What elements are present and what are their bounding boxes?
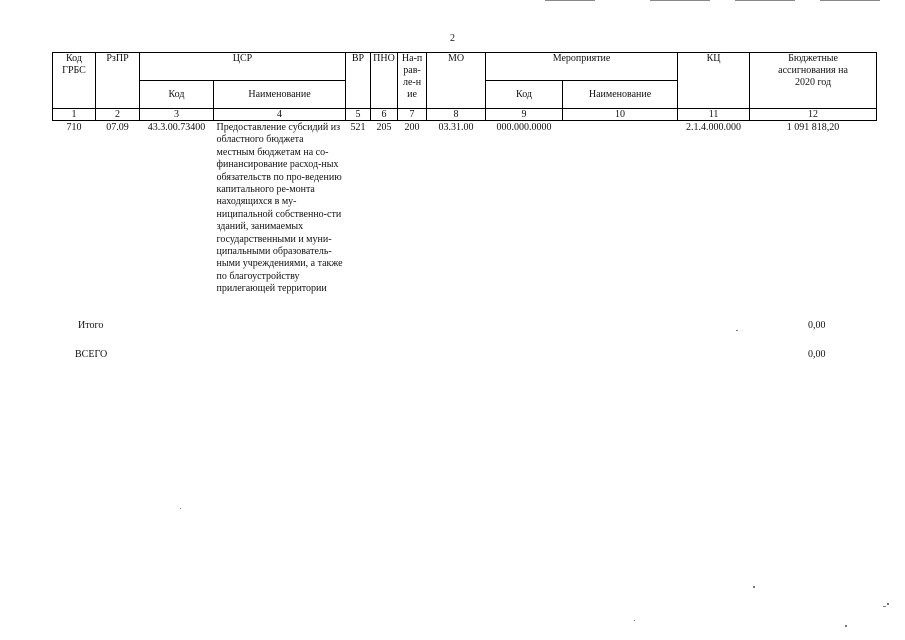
header-pno: ПНО	[371, 53, 398, 109]
header-budget: Бюджетные ассигнования на 2020 год	[750, 53, 877, 109]
cell-vr: 521	[350, 122, 366, 133]
scan-speck	[887, 603, 889, 605]
cell-pno: 205	[376, 122, 392, 133]
cell-mo: 03.31.00	[438, 122, 474, 133]
scan-artifact	[650, 0, 710, 1]
column-number: 10	[563, 109, 678, 121]
column-number: 8	[427, 109, 486, 121]
header-vr: ВР	[346, 53, 371, 109]
scan-speck	[736, 330, 738, 331]
scan-artifact	[735, 0, 795, 1]
header-kc: КЦ	[678, 53, 750, 109]
cell-csr-kod: 43.3.00.73400	[147, 122, 206, 133]
cell-budget: 1 091 818,20	[786, 122, 840, 133]
itogo-value: 0,00	[808, 320, 826, 331]
budget-table	[52, 52, 877, 296]
header-csr: ЦСР	[140, 53, 346, 81]
header-direction: На-прав-ле-ние	[398, 53, 427, 109]
itogo-label: Итого	[78, 320, 104, 331]
header-kod-grbs: Код ГРБС	[53, 53, 96, 109]
column-number: 9	[486, 109, 563, 121]
cell-event-name	[563, 121, 678, 296]
scan-speck	[845, 625, 847, 627]
column-number: 7	[398, 109, 427, 121]
column-number: 5	[346, 109, 371, 121]
cell-csr-name: Предоставление субсидий из областного бюджета местным бюджетам на со-финансирование расход-ных обязательств по про-ведению капитального ре-монта находящихся в му-ниципальной собственно-сти зданий, занимаемых государственными и муни-ципальными образователь-ными учреждениями, а также по благоустройству прилегающей территории	[216, 122, 343, 295]
scan-speck	[883, 606, 886, 607]
header-event-name: Наименование	[563, 81, 678, 109]
cell-direction: 200	[404, 122, 420, 133]
column-number: 2	[96, 109, 140, 121]
header-csr-kod: Код	[140, 81, 214, 109]
header-event-kod: Код	[486, 81, 563, 109]
scan-speck	[180, 508, 181, 509]
column-number: 3	[140, 109, 214, 121]
scan-artifact	[545, 0, 595, 1]
cell-kc: 2.1.4.000.000	[686, 122, 742, 133]
scan-artifact	[820, 0, 880, 1]
scan-speck	[634, 620, 635, 621]
column-number: 4	[214, 109, 346, 121]
column-number: 1	[53, 109, 96, 121]
header-mo: МО	[427, 53, 486, 109]
column-number: 12	[750, 109, 877, 121]
header-rzpr: РзПР	[96, 53, 140, 109]
cell-rzpr: 07.09	[106, 122, 129, 133]
header-event: Мероприятие	[486, 53, 678, 81]
cell-kod-grbs: 710	[66, 122, 82, 133]
header-csr-name: Наименование	[214, 81, 346, 109]
column-number: 11	[678, 109, 750, 121]
vsego-value: 0,00	[808, 349, 826, 360]
column-number-row	[53, 109, 877, 121]
column-number: 6	[371, 109, 398, 121]
cell-event-kod: 000.000.0000	[496, 122, 552, 133]
vsego-label: ВСЕГО	[75, 349, 108, 360]
table-row	[53, 121, 877, 296]
scan-speck	[753, 586, 755, 588]
page-number: 2	[450, 33, 455, 44]
